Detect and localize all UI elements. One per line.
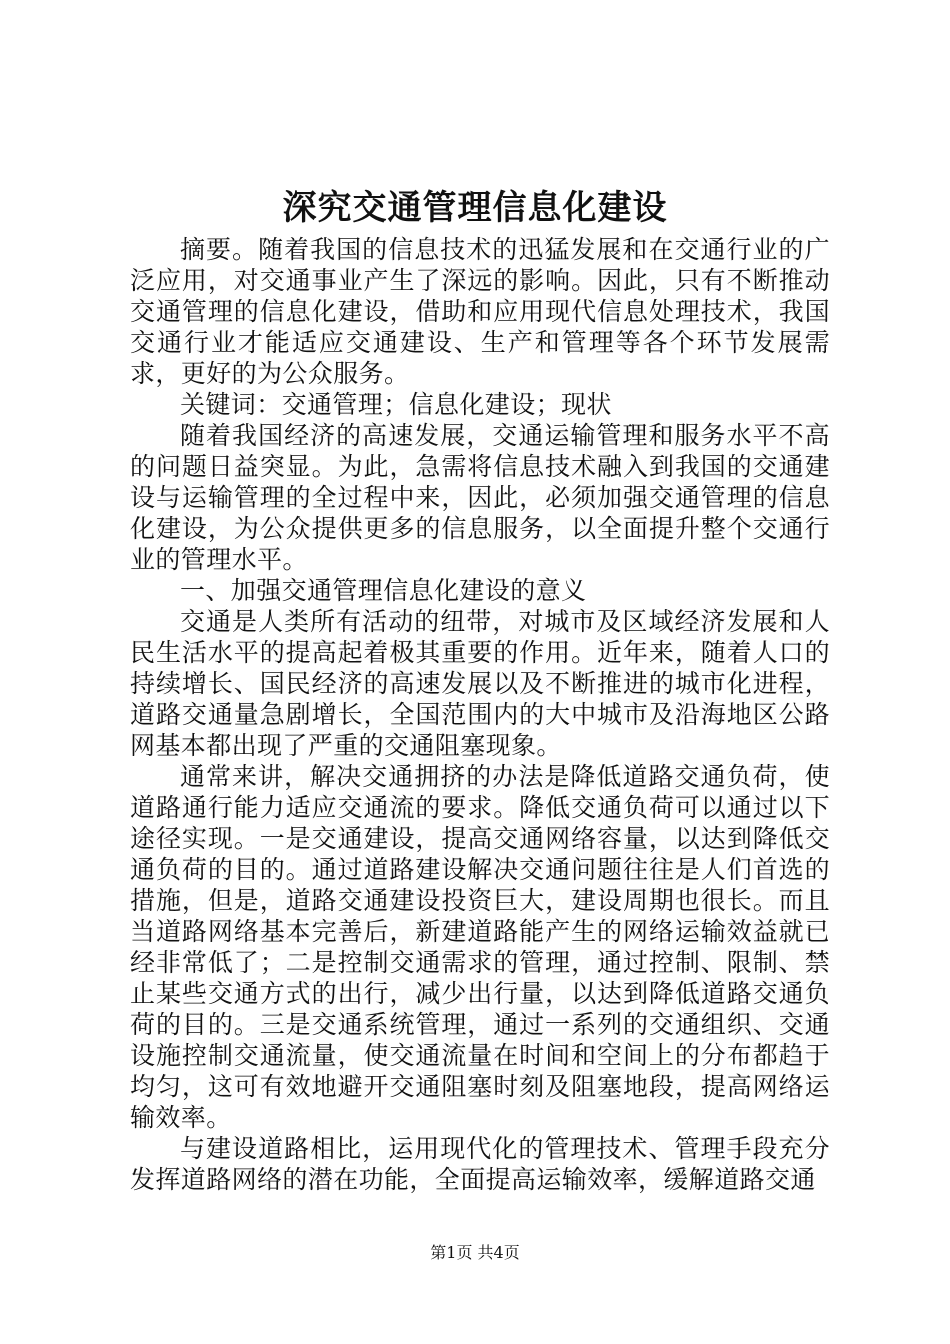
abstract-paragraph: 摘要。随着我国的信息技术的迅猛发展和在交通行业的广泛应用，对交通事业产生了深远的影响。因此，只有不断推动交通管理的信息化建设，借助和应用现代信息处理技术，我国交通行业才能适应交通建设、生产和管理等各个环节发展需求，更好的为公众服务。 xyxy=(130,235,830,388)
body-paragraph: 与建设道路相比，运用现代化的管理技术、管理手段充分发挥道路网络的潜在功能，全面提高运输效率，缓解道路交通 xyxy=(130,1134,830,1194)
section-heading: 一、加强交通管理信息化建设的意义 xyxy=(180,576,587,605)
document-title: 深究交通管理信息化建设 xyxy=(282,188,668,228)
body-paragraph: 交通是人类所有活动的纽带，对城市及区域经济发展和人民生活水平的提高起着极其重要的作用。近年来，随着人口的持续增长、国民经济的高速发展以及不断推进的城市化进程，道路交通量急剧增长，全国范围内的大中城市及沿海地区公路网基本都出现了严重的交通阻塞现象。 xyxy=(130,607,830,760)
keywords-paragraph: 关键词：交通管理；信息化建设；现状 xyxy=(180,390,612,419)
document-body xyxy=(130,234,830,1195)
body-paragraph: 通常来讲，解决交通拥挤的办法是降低道路交通负荷，使道路通行能力适应交通流的要求。降低交通负荷可以通过以下途径实现。一是交通建设，提高交通网络容量，以达到降低交通负荷的目的。通过道路建设解决交通问题往往是人们首选的措施，但是，道路交通建设投资巨大，建设周期也很长。而且当道路网络基本完善后，新建道路能产生的网络运输效益就已经非常低了；二是控制交通需求的管理，通过控制、限制、禁止某些交通方式的出行，减少出行量，以达到降低道路交通负荷的目的。三是交通系统管理，通过一系列的交通组织、交通设施控制交通流量，使交通流量在时间和空间上的分布都趋于均匀，这可有效地避开交通阻塞时刻及阻塞地段，提高网络运输效率。 xyxy=(130,762,830,1132)
page-number: 第1页 共4页 xyxy=(430,1243,520,1262)
intro-paragraph: 随着我国经济的高速发展，交通运输管理和服务水平不高的问题日益突显。为此，急需将信息技术融入到我国的交通建设与运输管理的全过程中来，因此，必须加强交通管理的信息化建设，为公众提供更多的信息服务，以全面提升整个交通行业的管理水平。 xyxy=(130,421,830,574)
